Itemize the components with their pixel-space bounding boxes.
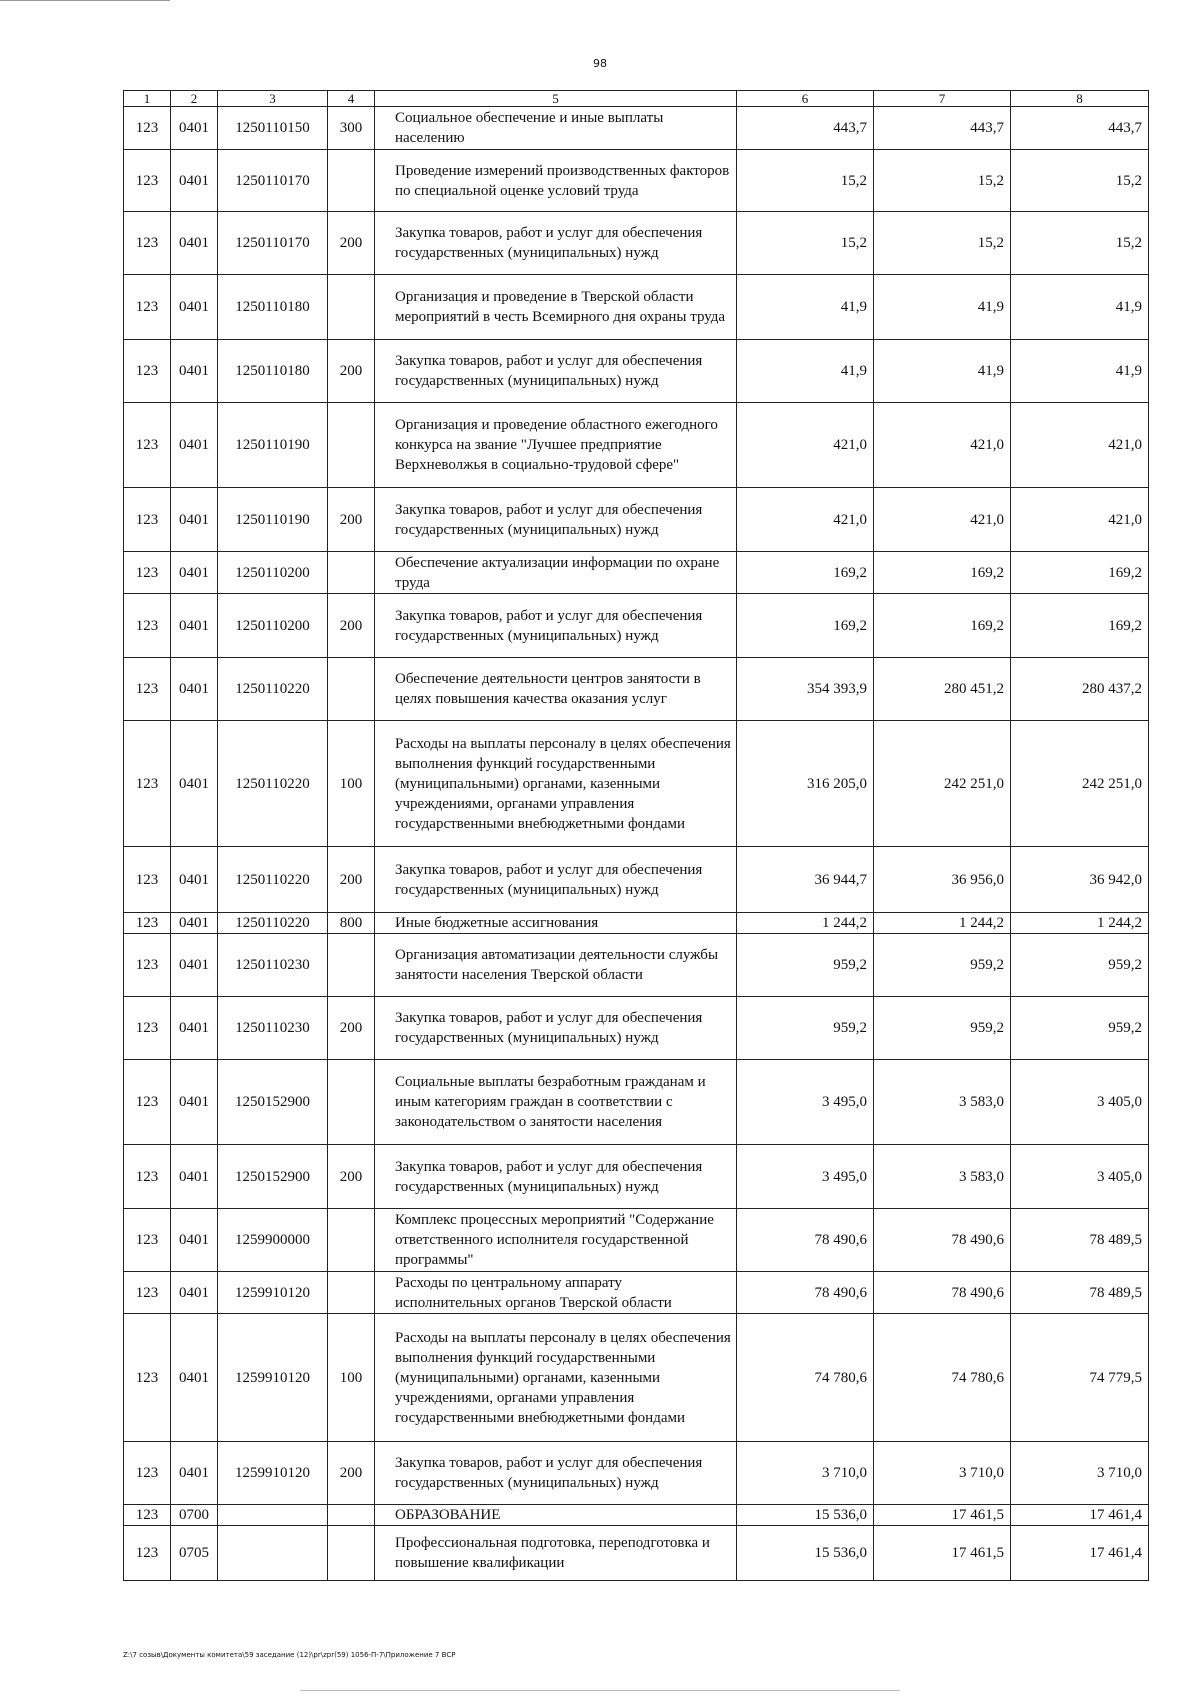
cell-section: 0401 <box>171 212 218 275</box>
cell-amount-col7: 169,2 <box>874 552 1011 594</box>
cell-description: Закупка товаров, работ и услуг для обеспечения государственных (муниципальных) нужд <box>375 488 737 552</box>
table-row <box>124 1314 1149 1442</box>
cell-amount-col8: 242 251,0 <box>1011 721 1149 847</box>
cell-amount-col7: 15,2 <box>874 212 1011 275</box>
cell-amount-col6: 15,2 <box>737 212 874 275</box>
table-row <box>124 107 1149 150</box>
cell-section: 0401 <box>171 1060 218 1145</box>
cell-expense-type <box>328 403 375 488</box>
cell-ministry: 123 <box>124 1442 171 1505</box>
cell-expense-type: 200 <box>328 997 375 1060</box>
cell-expense-type <box>328 150 375 212</box>
cell-ministry: 123 <box>124 150 171 212</box>
page-number: 98 <box>593 57 607 70</box>
cell-amount-col8: 1 244,2 <box>1011 913 1149 934</box>
cell-amount-col8: 3 710,0 <box>1011 1442 1149 1505</box>
column-header: 6 <box>737 91 874 107</box>
cell-ministry: 123 <box>124 275 171 340</box>
cell-ministry: 123 <box>124 107 171 150</box>
cell-amount-col7: 959,2 <box>874 997 1011 1060</box>
cell-expense-type: 100 <box>328 1314 375 1442</box>
cell-expense-type: 200 <box>328 212 375 275</box>
table-row <box>124 997 1149 1060</box>
cell-section: 0401 <box>171 913 218 934</box>
cell-amount-col8: 959,2 <box>1011 934 1149 997</box>
cell-description: Социальные выплаты безработным гражданам и иным категориям граждан в соответствии с законодательством о занятости населения <box>375 1060 737 1145</box>
cell-amount-col8: 41,9 <box>1011 340 1149 403</box>
cell-section: 0401 <box>171 658 218 721</box>
cell-description: ОБРАЗОВАНИЕ <box>375 1505 737 1526</box>
cell-amount-col7: 242 251,0 <box>874 721 1011 847</box>
table-row <box>124 150 1149 212</box>
cell-amount-col7: 421,0 <box>874 488 1011 552</box>
cell-description: Профессиональная подготовка, переподготовка и повышение квалификации <box>375 1526 737 1581</box>
cell-description: Закупка товаров, работ и услуг для обеспечения государственных (муниципальных) нужд <box>375 997 737 1060</box>
cell-description: Организация и проведение в Тверской области мероприятий в честь Всемирного дня охраны труда <box>375 275 737 340</box>
cell-amount-col6: 421,0 <box>737 403 874 488</box>
cell-amount-col7: 78 490,6 <box>874 1209 1011 1272</box>
cell-section: 0401 <box>171 340 218 403</box>
cell-description: Организация автоматизации деятельности службы занятости населения Тверской области <box>375 934 737 997</box>
cell-expense-type: 200 <box>328 847 375 913</box>
table-row <box>124 1526 1149 1581</box>
cell-expense-type <box>328 552 375 594</box>
cell-section: 0401 <box>171 1442 218 1505</box>
cell-expense-type <box>328 1060 375 1145</box>
cell-expense-type <box>328 275 375 340</box>
table-row <box>124 658 1149 721</box>
cell-amount-col7: 3 583,0 <box>874 1060 1011 1145</box>
table-row <box>124 1442 1149 1505</box>
cell-amount-col8: 41,9 <box>1011 275 1149 340</box>
cell-amount-col7: 15,2 <box>874 150 1011 212</box>
table-row <box>124 934 1149 997</box>
table-row <box>124 1272 1149 1314</box>
cell-ministry: 123 <box>124 340 171 403</box>
cell-amount-col6: 78 490,6 <box>737 1209 874 1272</box>
cell-target-article: 1250110220 <box>218 913 328 934</box>
cell-expense-type <box>328 1505 375 1526</box>
cell-amount-col7: 74 780,6 <box>874 1314 1011 1442</box>
cell-target-article: 1250110220 <box>218 721 328 847</box>
column-header: 7 <box>874 91 1011 107</box>
cell-target-article: 1250110220 <box>218 847 328 913</box>
budget-table <box>123 90 1149 1581</box>
cell-ministry: 123 <box>124 552 171 594</box>
cell-target-article: 1250110170 <box>218 150 328 212</box>
cell-amount-col8: 421,0 <box>1011 488 1149 552</box>
cell-amount-col8: 78 489,5 <box>1011 1209 1149 1272</box>
cell-amount-col7: 3 710,0 <box>874 1442 1011 1505</box>
cell-amount-col8: 169,2 <box>1011 594 1149 658</box>
cell-amount-col6: 316 205,0 <box>737 721 874 847</box>
cell-section: 0401 <box>171 1209 218 1272</box>
cell-amount-col7: 3 583,0 <box>874 1145 1011 1209</box>
cell-section: 0401 <box>171 1314 218 1442</box>
cell-description: Иные бюджетные ассигнования <box>375 913 737 934</box>
column-header: 1 <box>124 91 171 107</box>
cell-ministry: 123 <box>124 997 171 1060</box>
table-row <box>124 340 1149 403</box>
cell-section: 0401 <box>171 488 218 552</box>
cell-target-article: 1259900000 <box>218 1209 328 1272</box>
cell-amount-col8: 74 779,5 <box>1011 1314 1149 1442</box>
cell-description: Организация и проведение областного ежегодного конкурса на звание "Лучшее предприятие Верхневолжья в социально-трудовой сфере" <box>375 403 737 488</box>
scan-top-rule <box>0 0 170 1</box>
cell-amount-col8: 15,2 <box>1011 150 1149 212</box>
cell-ministry: 123 <box>124 1209 171 1272</box>
cell-expense-type <box>328 934 375 997</box>
cell-expense-type: 800 <box>328 913 375 934</box>
cell-target-article: 1250110190 <box>218 488 328 552</box>
cell-description: Закупка товаров, работ и услуг для обеспечения государственных (муниципальных) нужд <box>375 1145 737 1209</box>
cell-target-article: 1250110230 <box>218 934 328 997</box>
cell-target-article <box>218 1526 328 1581</box>
cell-amount-col6: 41,9 <box>737 340 874 403</box>
cell-amount-col8: 959,2 <box>1011 997 1149 1060</box>
cell-amount-col7: 41,9 <box>874 275 1011 340</box>
cell-target-article: 1250110150 <box>218 107 328 150</box>
cell-amount-col6: 443,7 <box>737 107 874 150</box>
cell-amount-col6: 78 490,6 <box>737 1272 874 1314</box>
cell-amount-col8: 36 942,0 <box>1011 847 1149 913</box>
cell-section: 0700 <box>171 1505 218 1526</box>
cell-expense-type: 200 <box>328 1442 375 1505</box>
cell-amount-col8: 421,0 <box>1011 403 1149 488</box>
cell-amount-col8: 17 461,4 <box>1011 1526 1149 1581</box>
cell-amount-col6: 354 393,9 <box>737 658 874 721</box>
cell-expense-type: 200 <box>328 488 375 552</box>
table-row <box>124 552 1149 594</box>
cell-amount-col8: 169,2 <box>1011 552 1149 594</box>
cell-amount-col6: 41,9 <box>737 275 874 340</box>
cell-target-article: 1250110170 <box>218 212 328 275</box>
cell-amount-col6: 3 710,0 <box>737 1442 874 1505</box>
cell-target-article: 1250152900 <box>218 1145 328 1209</box>
cell-ministry: 123 <box>124 1314 171 1442</box>
table-row <box>124 1145 1149 1209</box>
cell-section: 0705 <box>171 1526 218 1581</box>
cell-section: 0401 <box>171 594 218 658</box>
cell-target-article: 1250110200 <box>218 594 328 658</box>
cell-amount-col7: 78 490,6 <box>874 1272 1011 1314</box>
cell-amount-col6: 15,2 <box>737 150 874 212</box>
cell-target-article: 1259910120 <box>218 1442 328 1505</box>
cell-section: 0401 <box>171 552 218 594</box>
cell-amount-col6: 15 536,0 <box>737 1505 874 1526</box>
cell-target-article: 1259910120 <box>218 1314 328 1442</box>
cell-amount-col6: 421,0 <box>737 488 874 552</box>
cell-expense-type: 200 <box>328 594 375 658</box>
cell-ministry: 123 <box>124 1272 171 1314</box>
cell-section: 0401 <box>171 150 218 212</box>
cell-ministry: 123 <box>124 488 171 552</box>
cell-description: Расходы на выплаты персоналу в целях обеспечения выполнения функций государственными (муниципальными) органами, казенными учреждениями, органами управления государственными внебюджетными фондами <box>375 1314 737 1442</box>
cell-amount-col7: 1 244,2 <box>874 913 1011 934</box>
cell-ministry: 123 <box>124 212 171 275</box>
cell-amount-col8: 3 405,0 <box>1011 1060 1149 1145</box>
cell-amount-col8: 3 405,0 <box>1011 1145 1149 1209</box>
cell-ministry: 123 <box>124 403 171 488</box>
cell-description: Закупка товаров, работ и услуг для обеспечения государственных (муниципальных) нужд <box>375 594 737 658</box>
cell-ministry: 123 <box>124 594 171 658</box>
table-row <box>124 721 1149 847</box>
cell-amount-col7: 280 451,2 <box>874 658 1011 721</box>
cell-description: Обеспечение актуализации информации по охране труда <box>375 552 737 594</box>
cell-ministry: 123 <box>124 934 171 997</box>
cell-amount-col7: 17 461,5 <box>874 1526 1011 1581</box>
cell-amount-col7: 443,7 <box>874 107 1011 150</box>
footer-file-path: Z:\7 созыв\Документы комитета\59 заседание (12)\pr\zpr(59) 1056-П-7\Приложение 7 ВСР <box>123 1651 456 1659</box>
column-header: 4 <box>328 91 375 107</box>
cell-amount-col8: 443,7 <box>1011 107 1149 150</box>
cell-expense-type <box>328 658 375 721</box>
cell-expense-type <box>328 1209 375 1272</box>
cell-amount-col8: 280 437,2 <box>1011 658 1149 721</box>
cell-amount-col7: 421,0 <box>874 403 1011 488</box>
cell-section: 0401 <box>171 403 218 488</box>
cell-section: 0401 <box>171 934 218 997</box>
cell-amount-col6: 74 780,6 <box>737 1314 874 1442</box>
cell-section: 0401 <box>171 997 218 1060</box>
column-header: 2 <box>171 91 218 107</box>
cell-amount-col6: 959,2 <box>737 997 874 1060</box>
scan-bottom-rule <box>300 1690 900 1691</box>
cell-target-article: 1250110200 <box>218 552 328 594</box>
cell-description: Обеспечение деятельности центров занятости в целях повышения качества оказания услуг <box>375 658 737 721</box>
cell-target-article: 1250110220 <box>218 658 328 721</box>
cell-amount-col7: 36 956,0 <box>874 847 1011 913</box>
cell-expense-type: 100 <box>328 721 375 847</box>
cell-expense-type <box>328 1272 375 1314</box>
cell-ministry: 123 <box>124 1526 171 1581</box>
table-row <box>124 1505 1149 1526</box>
cell-amount-col6: 169,2 <box>737 594 874 658</box>
cell-description: Закупка товаров, работ и услуг для обеспечения государственных (муниципальных) нужд <box>375 847 737 913</box>
cell-ministry: 123 <box>124 721 171 847</box>
cell-amount-col6: 36 944,7 <box>737 847 874 913</box>
cell-target-article: 1250110180 <box>218 275 328 340</box>
cell-amount-col6: 959,2 <box>737 934 874 997</box>
cell-section: 0401 <box>171 107 218 150</box>
cell-description: Закупка товаров, работ и услуг для обеспечения государственных (муниципальных) нужд <box>375 212 737 275</box>
cell-expense-type: 300 <box>328 107 375 150</box>
cell-amount-col7: 169,2 <box>874 594 1011 658</box>
cell-section: 0401 <box>171 1145 218 1209</box>
table-row <box>124 847 1149 913</box>
cell-description: Закупка товаров, работ и услуг для обеспечения государственных (муниципальных) нужд <box>375 340 737 403</box>
cell-target-article: 1250110230 <box>218 997 328 1060</box>
cell-section: 0401 <box>171 1272 218 1314</box>
cell-description: Расходы по центральному аппарату исполнительных органов Тверской области <box>375 1272 737 1314</box>
cell-target-article: 1250152900 <box>218 1060 328 1145</box>
cell-section: 0401 <box>171 721 218 847</box>
table-row <box>124 1209 1149 1272</box>
cell-ministry: 123 <box>124 913 171 934</box>
cell-ministry: 123 <box>124 847 171 913</box>
cell-target-article: 1250110180 <box>218 340 328 403</box>
cell-ministry: 123 <box>124 1145 171 1209</box>
cell-description: Закупка товаров, работ и услуг для обеспечения государственных (муниципальных) нужд <box>375 1442 737 1505</box>
cell-description: Проведение измерений производственных факторов по специальной оценке условий труда <box>375 150 737 212</box>
cell-description: Комплекс процессных мероприятий "Содержание ответственного исполнителя государственной программы" <box>375 1209 737 1272</box>
cell-amount-col7: 959,2 <box>874 934 1011 997</box>
cell-amount-col6: 15 536,0 <box>737 1526 874 1581</box>
table-row <box>124 1060 1149 1145</box>
cell-expense-type: 200 <box>328 1145 375 1209</box>
table-row <box>124 403 1149 488</box>
cell-description: Социальное обеспечение и иные выплаты населению <box>375 107 737 150</box>
column-number-row <box>124 91 1149 107</box>
cell-amount-col6: 1 244,2 <box>737 913 874 934</box>
table-row <box>124 275 1149 340</box>
cell-amount-col6: 169,2 <box>737 552 874 594</box>
cell-amount-col7: 17 461,5 <box>874 1505 1011 1526</box>
column-header: 8 <box>1011 91 1149 107</box>
cell-section: 0401 <box>171 847 218 913</box>
cell-expense-type: 200 <box>328 340 375 403</box>
cell-amount-col8: 78 489,5 <box>1011 1272 1149 1314</box>
cell-ministry: 123 <box>124 1060 171 1145</box>
table-row <box>124 488 1149 552</box>
cell-section: 0401 <box>171 275 218 340</box>
cell-target-article <box>218 1505 328 1526</box>
table-body <box>124 107 1149 1581</box>
cell-expense-type <box>328 1526 375 1581</box>
cell-description: Расходы на выплаты персоналу в целях обеспечения выполнения функций государственными (муниципальными) органами, казенными учреждениями, органами управления государственными внебюджетными фондами <box>375 721 737 847</box>
cell-target-article: 1259910120 <box>218 1272 328 1314</box>
cell-ministry: 123 <box>124 658 171 721</box>
cell-amount-col8: 15,2 <box>1011 212 1149 275</box>
cell-amount-col7: 41,9 <box>874 340 1011 403</box>
cell-target-article: 1250110190 <box>218 403 328 488</box>
cell-ministry: 123 <box>124 1505 171 1526</box>
table-row <box>124 913 1149 934</box>
column-header: 3 <box>218 91 328 107</box>
cell-amount-col6: 3 495,0 <box>737 1060 874 1145</box>
table-row <box>124 212 1149 275</box>
cell-amount-col8: 17 461,4 <box>1011 1505 1149 1526</box>
column-header: 5 <box>375 91 737 107</box>
cell-amount-col6: 3 495,0 <box>737 1145 874 1209</box>
table-row <box>124 594 1149 658</box>
